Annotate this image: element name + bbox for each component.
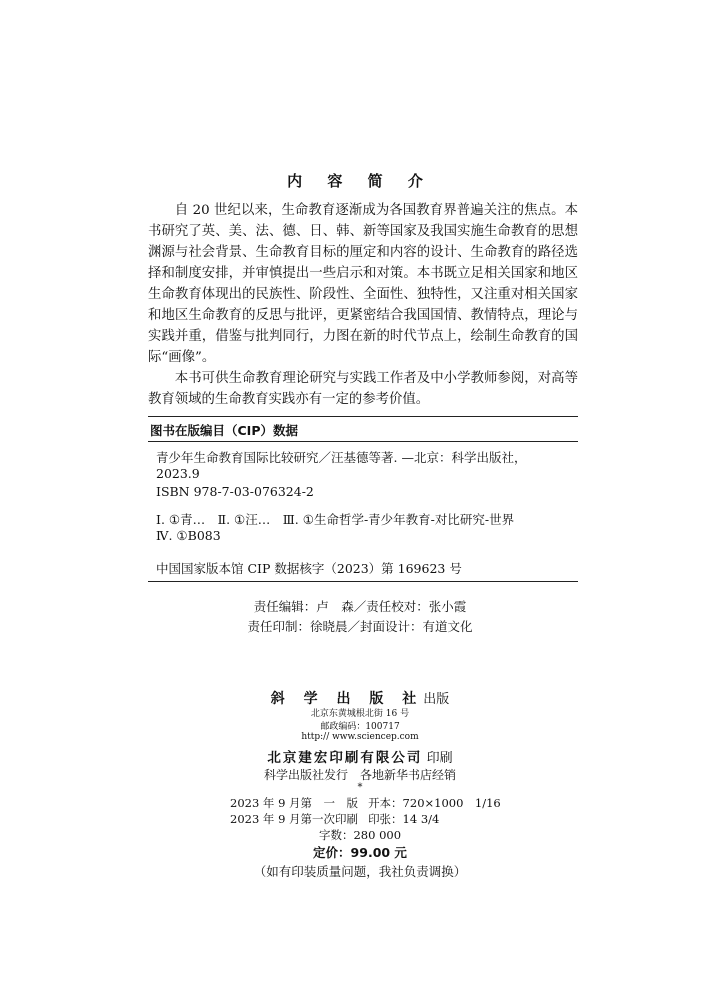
book-format: 开本：720×1000 1/16 xyxy=(368,796,501,810)
cip-title: 图书在版编目（CIP）数据 xyxy=(150,423,298,438)
intro-paragraph: 自 20 世纪以来，生命教育逐渐成为各国教育界普遍关注的焦点。本书研究了英、美、法、德、日、韩、新等国家及我国实施生命教育的思想渊源与社会背景、生命教育目标的厘定和内容的设计、生命教育的路径选择和制度安排，并审慎提出一些启示和对策。本书既立足相关国家和地区生命教育体现出的民族性、阶段性、全面性、独特性，又注重对相关国家和地区生命教育的反思与批评，更紧密结合我国国情、教情特点，理论与实践并重，借鉴与批判同行，力图在新的时代节点上，绘制生命教育的国际“画像”。 xyxy=(148,203,578,365)
separator-star: * xyxy=(357,782,363,793)
publisher-address: 北京东黄城根北街 16 号 xyxy=(310,709,410,719)
cip-record-number: 中国国家版本馆 CIP 数据核字（2023）第 169623 号 xyxy=(156,561,462,576)
distribution-line: 科学出版社发行 各地新华书店经销 xyxy=(263,768,456,782)
cip-bottom-rule xyxy=(148,581,578,582)
quality-notice: （如有印装质量问题，我社负责调换） xyxy=(253,864,467,879)
publisher-suffix: 出版 xyxy=(423,692,450,707)
edition-date: 2023 年 9 月第 一 版 xyxy=(230,796,359,810)
printer-name xyxy=(0,746,720,766)
cip-entry-year: 2023.9 xyxy=(156,466,200,481)
edition-line xyxy=(230,795,501,811)
intro-body xyxy=(148,200,578,410)
printing-date: 2023 年 9 月第一次印刷 xyxy=(230,812,359,826)
cip-entry-line: 青少年生命教育国际比较研究／汪基德等著. —北京：科学出版社， xyxy=(156,450,527,465)
cip-top-rule xyxy=(148,416,578,417)
editor-credits: 责任编辑：卢 森／责任校对：张小霞 xyxy=(253,599,467,614)
intro-title: 内 容 简 介 xyxy=(287,172,433,190)
price: 定价：99.00 元 xyxy=(313,845,407,860)
cip-isbn: ISBN 978-7-03-076324-2 xyxy=(156,484,314,499)
intro-paragraph: 本书可供生命教育理论研究与实践工作者及中小学教师参阅，对高等教育领域的生命教育实践亦有一定的参考价值。 xyxy=(148,371,578,407)
cip-classification: Ⅰ. ①青… Ⅱ. ①汪… Ⅲ. ①生命哲学-青少年教育-对比研究-世界 xyxy=(156,512,515,527)
production-credits: 责任印制：徐晓晨／封面设计：有道文化 xyxy=(247,619,473,634)
printing-line xyxy=(230,811,439,827)
printer-logo-text: 北京建宏印刷有限公司 xyxy=(267,750,423,766)
publisher-name xyxy=(0,688,720,708)
publisher-logo-text: 斜 学 出 版 社 xyxy=(270,691,424,707)
printer-suffix: 印刷 xyxy=(426,751,453,766)
cip-title-rule xyxy=(148,441,578,442)
printed-sheets: 印张：14 3/4 xyxy=(368,812,440,826)
publisher-postcode: 邮政编码：100717 xyxy=(320,722,400,732)
word-count: 字数：280 000 xyxy=(318,828,402,842)
publisher-website: http:// www.sciencep.com xyxy=(301,732,419,742)
cip-classification-code: Ⅳ. ①B083 xyxy=(156,528,221,543)
